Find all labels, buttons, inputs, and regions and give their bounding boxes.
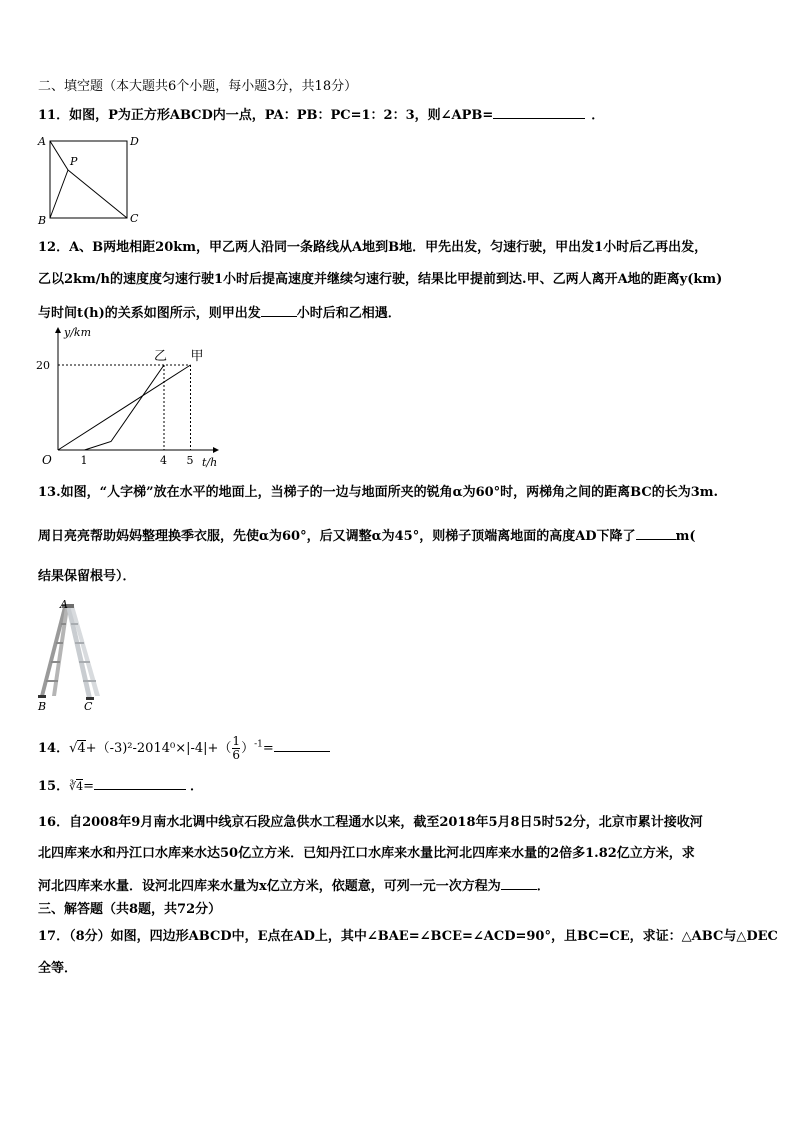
section-heading: 二、填空题（本大题共6个小题，每小题3分，共18分）: [38, 79, 358, 94]
ladder-label-A: A: [60, 598, 68, 611]
label-C: C: [130, 212, 139, 224]
q16-line3: [38, 877, 550, 895]
q12-line3-b: 小时后和乙相遇．: [296, 306, 401, 321]
q15-equals: =: [83, 779, 95, 794]
q13-line2: [38, 527, 695, 545]
q13-line2-a: 周日亮亮帮助妈妈整理换季衣服，先使α为60°，后又调整α为45°，则梯子顶端离地面的高度AD下降了: [38, 529, 636, 544]
origin-label: O: [42, 453, 52, 467]
q15-radicand: 4: [76, 780, 84, 793]
q14-text: 14．√4+（-3)²-2014⁰×|-4|+（ $\frac{1}{6}$ ）$^{-1}$=: [38, 735, 330, 762]
label-B: B: [38, 214, 47, 224]
label-A: A: [38, 135, 46, 148]
ladder-label-C: C: [84, 700, 93, 713]
q14-denominator: 6: [232, 748, 241, 762]
q14-numerator: 1: [232, 734, 241, 748]
q13-line3: 结果保留根号）．: [38, 569, 136, 584]
q15-number: 15．: [38, 779, 70, 794]
q16-end: ．: [536, 879, 550, 894]
q17-line1: 17．（8分）如图，四边形ABCD中，E点在AD上，其中∠BAE=∠BCE=∠ACD=90°，且BC=CE，求证：△ABC与△DEC: [38, 929, 778, 944]
q16-line2: 北四库来水和丹江口水库来水达50亿立方米．已知丹江口水库来水量比河北四库来水量的2倍多1.82亿立方米，求: [38, 846, 695, 861]
q14-radicand: 4: [77, 741, 86, 756]
q17-line2: 全等．: [38, 961, 78, 976]
q14-close: ）: [241, 741, 255, 756]
q14-equals: =: [262, 741, 274, 756]
q16-line3-text: 河北四库来水量．设河北四库来水量为x亿立方米，依题意，可列一元一次方程为: [38, 879, 501, 894]
q14-number: 14．: [38, 741, 70, 756]
q13-ladder-figure: [34, 598, 108, 714]
x-tick-label-2: 5: [186, 454, 194, 467]
label-D: D: [130, 135, 139, 148]
q13-answer-blank: [636, 527, 676, 540]
q11-answer-blank: [493, 106, 585, 119]
series-label-1: 乙: [154, 349, 168, 364]
series-line-0: [58, 365, 191, 450]
y-axis-label: y/km: [64, 326, 92, 339]
x-axis-label: t/h: [202, 456, 218, 469]
y-tick-label-0: 20: [36, 359, 50, 372]
x-tick-label-1: 4: [160, 454, 167, 467]
q15-text: 15．∛4= ．: [38, 779, 204, 794]
q12-answer-blank: [261, 304, 297, 317]
section-heading-3: 三、解答题（共8题，共72分）: [38, 902, 222, 917]
q12-line3: [38, 304, 401, 322]
q11-text: 11．如图，P为正方形ABCD内一点，PA：PB：PC=1：2：3，则∠APB=: [38, 108, 494, 123]
series-label-0: 甲: [190, 349, 204, 364]
q16-line1: 16．自2008年9月南水北调中线京石段应急供水工程通水以来，截至2018年5月8日5时52分，北京市累计接收河: [38, 815, 703, 830]
q11-square-figure: [36, 132, 146, 224]
q12-line3-a: 与时间t(h)的关系如图所示，则甲出发: [38, 306, 261, 321]
ladder-label-B: B: [38, 700, 47, 713]
q13-line2-b: m(: [675, 529, 696, 544]
q16-answer-blank: [501, 877, 537, 890]
q14-exponent: -1: [254, 739, 263, 750]
q13-line1: 13.如图，“人字梯”放在水平的地面上，当梯子的一边与地面所夹的锐角α为60°时，两梯角之间的距离BC的长为3m.: [38, 485, 719, 500]
label-P: P: [70, 155, 78, 168]
q14-expr: +（-3)²-2014⁰×|-4|+（: [85, 741, 232, 756]
q12-line-chart: [32, 322, 232, 470]
q11-end: ．: [591, 108, 605, 123]
q12-line2: 乙以2km/h的速度度匀速行驶1小时后提高速度并继续匀速行驶，结果比甲提前到达.甲、乙两人离开A地的距离y(km): [38, 272, 723, 287]
q15-answer-blank: [94, 777, 186, 790]
q15-end: ．: [190, 779, 204, 794]
q14-answer-blank: [274, 739, 330, 752]
question-11: [38, 106, 604, 124]
x-tick-label-0: 1: [80, 454, 88, 467]
q12-line1: 12．A、B两地相距20km，甲乙两人沿同一条路线从A地到B地．甲先出发，匀速行驶，甲出发1小时后乙再出发，: [38, 240, 708, 255]
